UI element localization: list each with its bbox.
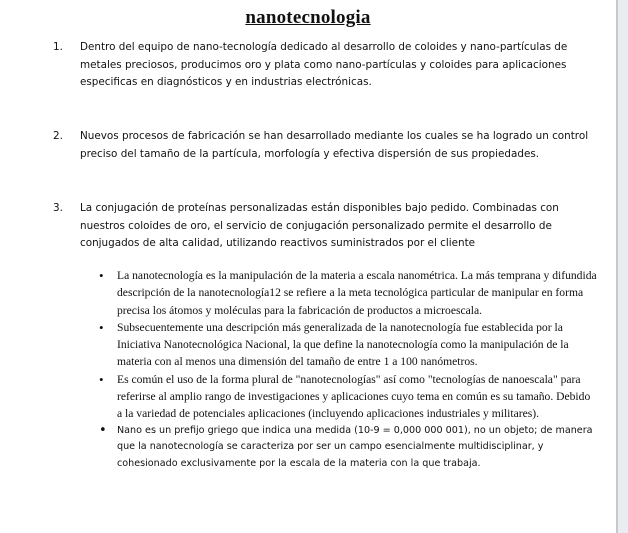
item-number: 3.: [53, 202, 63, 214]
bullet-text: Nano es un prefijo griego que indica una medida (10-9 = 0,000 000 001), no un objeto; de manera que la nanotecnología se caracteriza por ser un campo esencialmente multidisciplinar, y cohesionado exclusivamente por la escala de la materia con la que trabaja.: [117, 424, 593, 469]
item-number: 2.: [53, 130, 63, 142]
item-text: Nuevos procesos de fabricación se han desarrollado mediante los cuales se ha logrado un control preciso del tamaño de la partícula, morfología y efectiva dispersión de sus propiedades.: [80, 130, 589, 160]
bullet-icon: •: [99, 268, 104, 283]
numbered-item-2: [53, 128, 593, 163]
bullet-item: [97, 423, 597, 473]
bullet-list: [97, 267, 597, 472]
item-text: Dentro del equipo de nano-tecnología dedicado al desarrollo de coloides y nano-partículas de metales preciosos, producimos oro y plata como nano-partículas y coloides para aplicaciones especificas en diagnósticos y en industrias electrónicas.: [80, 41, 568, 88]
numbered-item-3: [53, 200, 593, 253]
document-title: nanotecnologia: [245, 7, 371, 28]
window-gutter: [618, 0, 628, 533]
bullet-text: Subsecuentemente una descripción más generalizada de la nanotecnología fue establecida por la Iniciativa Nanotecnológica Nacional, la que define la nanotecnología como la manipulación de la materia con al menos una dimensión del tamaño de entre 1 a 100 nanómetros.: [117, 320, 569, 369]
bullet-text: La nanotecnología es la manipulación de la materia a escala nanométrica. La más temprana y difundida descripción de la nanotecnología12 se refiere a la meta tecnológica particular de manipular en forma precisa los átomos y moléculas para la fabricación de productos a microescala.: [117, 269, 597, 317]
numbered-item-1: [53, 39, 593, 92]
bullet-item: [97, 371, 597, 423]
item-number: 1.: [53, 41, 63, 53]
bullet-text: Es común el uso de la forma plural de "nanotecnologías" así como "tecnologías de nanoescala" para referirse al amplio rango de investigaciones y aplicaciones cuyo tema en común es su tamaño. Debido a la variedad de potenciales aplicaciones (incluyendo aplicaciones industriales y militares).: [117, 372, 591, 421]
bullet-icon: •: [99, 422, 107, 438]
bullet-icon: •: [99, 371, 104, 387]
bullet-item: [97, 267, 597, 319]
item-text: La conjugación de proteínas personalizadas están disponibles bajo pedido. Combinadas con nuestros coloides de oro, el servicio de conjugación personalizado permite el desarrollo de conjugados de alta calidad, utilizando reactivos suministrados por el cliente: [80, 202, 559, 249]
bullet-item: [97, 319, 597, 371]
bullet-icon: •: [99, 319, 104, 335]
